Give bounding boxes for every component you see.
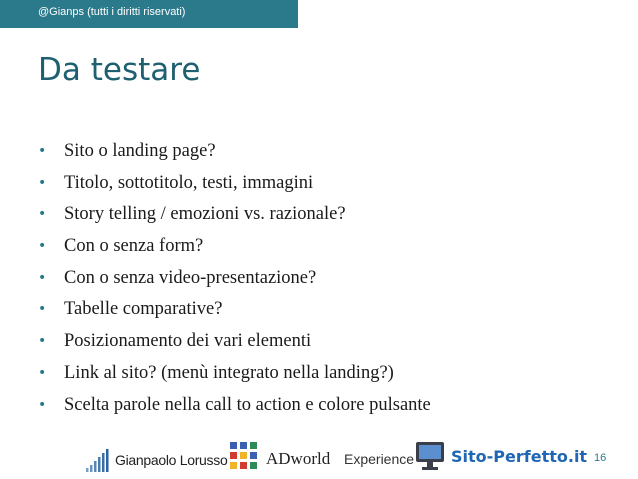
bullet-item (38, 136, 431, 168)
bullet-item (38, 358, 431, 390)
logo2-brand: ADworld (266, 449, 331, 468)
logo3-text: Sito-Perfetto.it (451, 447, 588, 466)
bullet-text: Titolo, sottotitolo, testi, immagini (64, 172, 314, 193)
bullet-dot-icon: • (38, 301, 47, 318)
bullet-dot-icon: • (38, 269, 47, 286)
bullet-text: Con o senza video-presentazione? (64, 267, 317, 288)
signal-bars-icon (85, 446, 113, 474)
bullet-dot-icon: • (38, 333, 47, 350)
bullet-text: Tabelle comparative? (64, 299, 223, 320)
bullet-item (38, 199, 431, 231)
bullet-dot-icon: • (38, 364, 47, 381)
bullet-text: Posizionamento dei vari elementi (64, 331, 312, 352)
bullet-dot-icon: • (38, 174, 47, 191)
bullet-item (38, 168, 431, 200)
bullet-text: Story telling / emozioni vs. razionale? (64, 204, 346, 225)
bullet-item (38, 231, 431, 263)
bullet-item (38, 263, 431, 295)
bullet-dot-icon: • (38, 238, 47, 255)
bullet-dot-icon: • (38, 396, 47, 413)
bullet-item (38, 326, 431, 358)
page-number: 16 (594, 452, 607, 464)
logo1-text: Gianpaolo Lorusso (115, 452, 228, 468)
colored-squares-icon (228, 440, 262, 474)
bullet-dot-icon: • (38, 143, 47, 159)
bullet-text: Con o senza form? (64, 236, 204, 257)
bullet-item (38, 294, 431, 326)
bullet-text: Scelta parole nella call to action e colore pulsante (64, 394, 431, 415)
bullet-item (38, 390, 431, 422)
bullet-list (38, 136, 431, 421)
header-bar (0, 0, 298, 28)
bullet-text: Link al sito? (menù integrato nella landing?) (64, 362, 394, 383)
copyright-text: @Gianps (tutti i diritti riservati) (38, 6, 186, 18)
logo2-suffix: Experience (344, 451, 415, 467)
computer-monitor-icon (414, 438, 448, 474)
bullet-text: Sito o landing page? (64, 141, 216, 161)
slide-title: Da testare (38, 52, 201, 88)
bullet-dot-icon: • (38, 206, 47, 223)
